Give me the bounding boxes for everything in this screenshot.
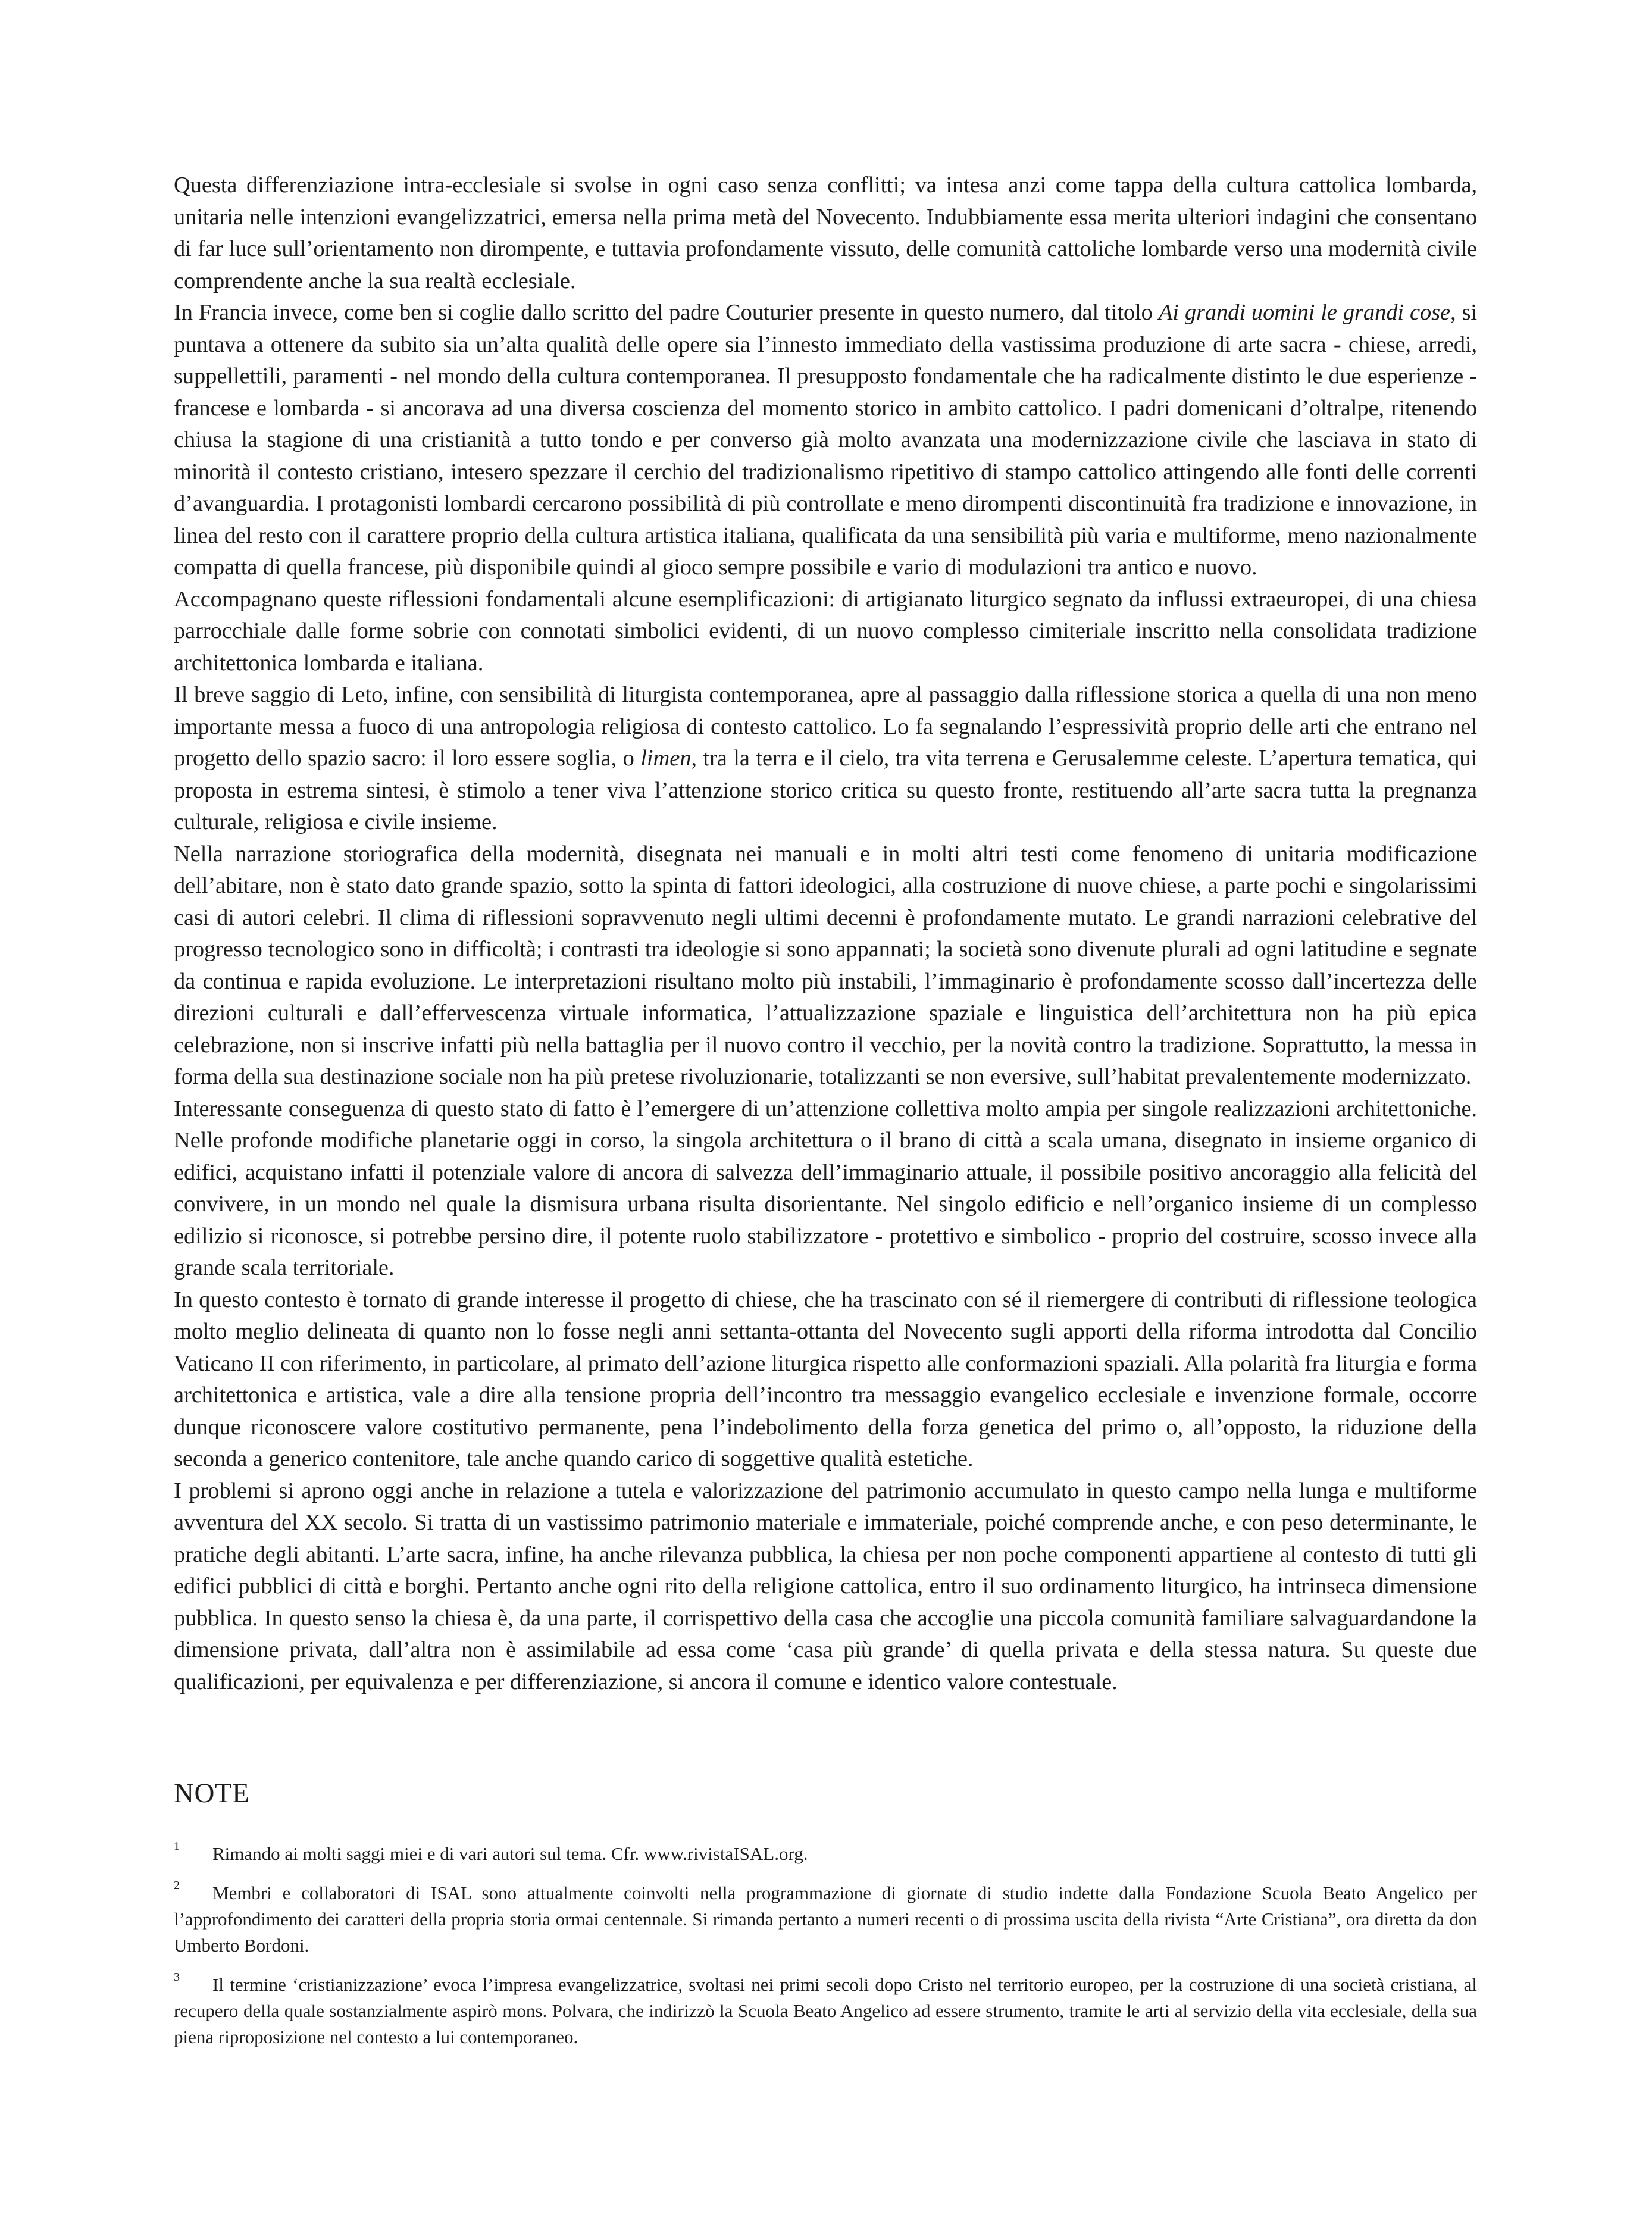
paragraph (174, 584, 1477, 680)
paragraph-text: Nella narrazione storiografica della modernità, disegnata nei manuali e in molti altri testi come fenomeno di unitaria modificazione dell’abitare, non è stato dato grande spazio, sotto la spinta di fattori ideologici, alla costruzione di nuove chiese, a parte pochi e singolarissimi casi di autori celebri. Il clima di riflessioni sopravvenuto negli ultimi decenni è profondamente mutato. Le grandi narrazioni celebrative del progresso tecnologico sono in difficoltà; i contrasti tra ideologie si sono appannati; la società sono divenute plurali ad ogni latitudine e segnate da continua e rapida evoluzione. Le interpretazioni risultano molto più instabili, l’immaginario è profondamente scosso dall’incertezza delle direzioni culturali e dall’effervescenza virtuale informatica, l’attualizzazione spaziale e linguistica dell’architettura non ha più epica celebrazione, non si inscrive infatti più nella battaglia per il nuovo contro il vecchio, per la novità contro la tradizione. Soprattutto, la messa in forma della sua destinazione sociale non ha più pretese rivoluzionarie, totalizzanti se non eversive, sull’habitat prevalentemente modernizzato. (174, 841, 1477, 1089)
footnote-number: 2 (174, 1879, 180, 1892)
paragraph-text: In Francia invece, come ben si coglie dallo scritto del padre Couturier presente in questo numero, dal titolo (174, 300, 1159, 325)
paragraph (174, 1093, 1477, 1284)
footnote (174, 1841, 1477, 1867)
footnote-number: 1 (174, 1840, 180, 1853)
main-text (174, 170, 1477, 1698)
footnote (174, 1972, 1477, 2050)
paragraph-text: In questo contesto è tornato di grande interesse il progetto di chiese, che ha trascinato con sé il riemergere di contributi di riflessione teologica molto meglio delineata di quanto non lo fosse negli anni settanta-ottanta del Novecento sugli apporti della riforma introdotta dal Concilio Vaticano II con riferimento, in particolare, al primato dell’azione liturgica rispetto alle conformazioni spaziali. Alla polarità fra liturgia e forma architettonica e artistica, vale a dire alla tensione propria dell’incontro tra messaggio evangelico ecclesiale e invenzione formale, occorre dunque riconoscere valore costitutivo permanente, pena l’indebolimento della forza genetica del primo o, all’opposto, la riduzione della seconda a generico contenitore, tale anche quando carico di soggettive qualità estetiche. (174, 1287, 1477, 1471)
paragraph-text: I problemi si aprono oggi anche in relazione a tutela e valorizzazione del patrimonio accumulato in questo campo nella lunga e multiforme avventura del XX secolo. Si tratta di un vastissimo patrimonio materiale e immateriale, poiché comprende anche, e con peso determinante, le pratiche degli abitanti. L’arte sacra, infine, ha anche rilevanza pubblica, la chiesa per non poche componenti appartiene al contesto di tutti gli edifici pubblici di città e borghi. Pertanto anche ogni rito della religione cattolica, entro il suo ordinamento liturgico, ha intrinseca dimensione pubblica. In questo senso la chiesa è, da una parte, il corrispettivo della casa che accoglie una piccola comunità familiare salvaguardandone la dimensione privata, dall’altra non è assimilabile ad essa come ‘casa più grande’ di quella privata e della stessa natura. Su queste due qualificazioni, per equivalenza e per differenziazione, si ancora il comune e identico valore contestuale. (174, 1478, 1477, 1694)
footnote-text: Rimando ai molti saggi miei e di vari autori sul tema. Cfr. www.rivistaISAL.org. (212, 1843, 808, 1864)
footnote-number: 3 (174, 1971, 180, 1984)
paragraph-text: Interessante conseguenza di questo stato di fatto è l’emergere di un’attenzione collettiva molto ampia per singole realizzazioni architettoniche. Nelle profonde modifiche planetarie oggi in corso, la singola architettura o il brano di città a scala umana, disegnato in insieme organico di edifici, acquistano infatti il potenziale valore di ancora di salvezza dell’immaginario attuale, il possibile positivo ancoraggio alla felicità del convivere, in un mondo nel quale la dismisura urbana risulta disorientante. Nel singolo edificio e nell’organico insieme di un complesso edilizio si riconosce, si potrebbe persino dire, il potente ruolo stabilizzatore - protettivo e simbolico - proprio del costruire, scosso invece alla grande scala territoriale. (174, 1096, 1477, 1280)
document-page (174, 170, 1477, 2063)
footnote-text: Il termine ‘cristianizzazione’ evoca l’impresa evangelizzatrice, svoltasi nei primi secoli dopo Cristo nel territorio europeo, per la costruzione di una società cristiana, al recupero della quale sostanzialmente aspirò mons. Polvara, che indirizzò la Scuola Beato Angelico ad essere strumento, tramite le arti al servizio della vita ecclesiale, della sua piena riproposizione nel contesto a lui contemporaneo. (174, 1974, 1477, 2047)
latin-term-italic: limen, (640, 746, 697, 771)
paragraph-text: Accompagnano queste riflessioni fondamentali alcune esemplificazioni: di artigianato liturgico segnato da influssi extraeuropei, di una chiesa parrocchiale dalle forme sobrie con connotati simbolici evidenti, di un nuovo complesso cimiteriale inscritto nella consolidata tradizione architettonica lombarda e italiana. (174, 586, 1477, 676)
paragraph (174, 679, 1477, 839)
paragraph (174, 839, 1477, 1093)
paragraph-text: Questa differenziazione intra-ecclesiale si svolse in ogni caso senza conflitti; va intesa anzi come tappa della cultura cattolica lombarda, unitaria nelle intenzioni evangelizzatrici, emersa nella prima metà del Novecento. Indubbiamente essa merita ulteriori indagini che consentano di far luce sull’orientamento non dirompente, e tuttavia profondamente vissuto, delle comunità cattoliche lombarde verso una modernità civile comprendente anche la sua realtà ecclesiale. (174, 173, 1477, 293)
footnote (174, 1880, 1477, 1959)
paragraph-text: Il breve saggio di Leto, infine, con sensibilità di liturgista contemporanea, apre al passaggio dalla riflessione storica a quella di una non meno importante messa a fuoco di una antropologia religiosa di contesto cattolico. Lo fa segnalando l’espressività proprio delle arti che entrano nel progetto dello spazio sacro: il loro essere soglia, o (174, 682, 1477, 771)
notes-heading: NOTE (174, 1778, 250, 1809)
paragraph (174, 170, 1477, 297)
paragraph (174, 1475, 1477, 1699)
paragraph-text: tra la terra e il cielo, tra vita terrena e Gerusalemme celeste. L’apertura tematica, qui proposta in estrema sintesi, è stimolo a tener viva l’attenzione storico critica su questo fronte, restituendo all’arte sacra tutta la pregnanza culturale, religiosa e civile insieme. (174, 746, 1477, 834)
paragraph-text: , si puntava a ottenere da subito sia un’alta qualità delle opere sia l’innesto immediato della vastissima produzione di arte sacra - chiese, arredi, suppellettili, paramenti - nel mondo della cultura contemporanea. Il presupposto fondamentale che ha radicalmente distinto le due esperienze - francese e lombarda - si ancorava ad una diversa coscienza del momento storico in ambito cattolico. I padri domenicani d’oltralpe, ritenendo chiusa la stagione di una cristianità a tutto tondo e per converso già molto avanzata una modernizzazione civile che lasciava in stato di minorità il contesto cristiano, intesero spezzare il cerchio del tradizionalismo ripetitivo di stampo cattolico attingendo alle fonti delle correnti d’avanguardia. I protagonisti lombardi cercarono possibilità di più controllate e meno dirompenti discontinuità fra tradizione e innovazione, in linea del resto con il carattere proprio della cultura artistica italiana, qualificata da una sensibilità più varia e multiforme, meno nazionalmente compatta di quella francese, più disponibile quindi al gioco sempre possibile e vario di modulazioni tra antico e nuovo. (174, 300, 1477, 580)
footnote-text: Membri e collaboratori di ISAL sono attualmente coinvolti nella programmazione di giornate di studio indette dalla Fondazione Scuola Beato Angelico per l’approfondimento dei caratteri della propria storia ormai centennale. Si rimanda pertanto a numeri recenti o di prossima uscita della rivista “Arte Cristiana”, ora diretta da don Umberto Bordoni. (174, 1882, 1477, 1956)
paragraph (174, 1284, 1477, 1475)
footnotes (174, 1841, 1477, 2050)
article-title-italic: Ai grandi uomini le grandi cose (1158, 300, 1450, 325)
paragraph (174, 297, 1477, 584)
